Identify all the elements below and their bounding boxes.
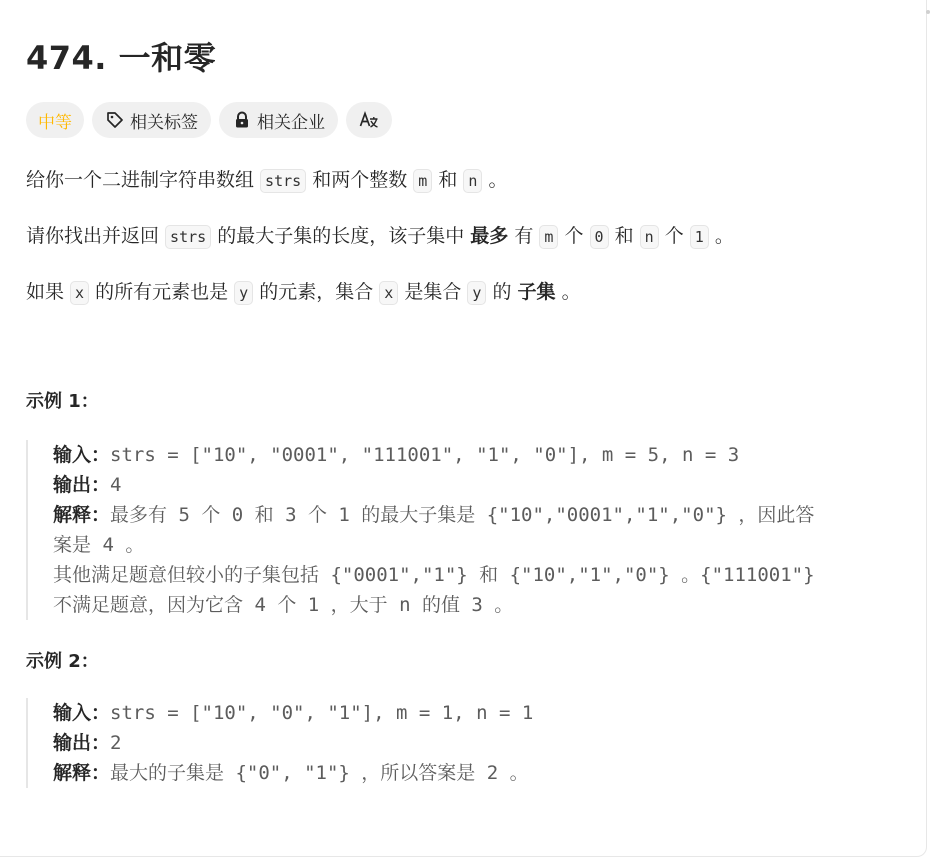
example-explanation-line: 案是 4 。	[53, 534, 145, 556]
example-2-title: 示例 2：	[26, 651, 99, 672]
input-label: 输入：	[53, 702, 111, 724]
example-explanation-line	[53, 500, 906, 530]
related-companies-label: 相关企业	[257, 112, 325, 133]
inline-code: 0	[590, 225, 609, 249]
output-label: 输出：	[53, 732, 111, 754]
output-value: 4	[110, 474, 122, 496]
description-paragraph-3	[26, 278, 906, 307]
example-1-block	[26, 440, 906, 620]
example-explanation-line: 其他满足题意但较小的子集包括 {"0001","1"} 和 {"10","1","0"} 。{"111001"}	[53, 564, 815, 586]
translate-icon	[359, 110, 379, 130]
inline-code: m	[413, 169, 432, 193]
input-value: strs = ["10", "0001", "111001", "1", "0"], m = 5, n = 3	[110, 444, 740, 466]
text-segment: 的所有元素也是	[89, 281, 235, 303]
text-segment: 如果	[26, 281, 71, 303]
example-output-line	[53, 470, 906, 500]
example-2-block	[26, 698, 906, 788]
text-segment: 请你找出并返回	[26, 225, 166, 247]
example-input-line	[53, 440, 906, 470]
related-topics-label: 相关标签	[130, 112, 198, 133]
text-segment: 给你一个二进制字符串数组	[26, 169, 261, 191]
input-label: 输入：	[53, 444, 111, 466]
problem-description	[26, 36, 906, 788]
text-segment: 个	[558, 225, 590, 247]
example-output-line	[53, 728, 906, 758]
bold-text: 最多	[470, 225, 509, 247]
inline-code: x	[70, 281, 89, 305]
output-label: 输出：	[53, 474, 111, 496]
text-segment: 的	[486, 281, 518, 303]
translate-button[interactable]	[346, 102, 392, 138]
description-paragraph-1	[26, 166, 906, 195]
inline-code: x	[379, 281, 398, 305]
inline-code: strs	[260, 169, 306, 193]
lock-icon	[232, 110, 252, 130]
bold-text: 子集	[517, 281, 556, 303]
inline-code: 1	[690, 225, 709, 249]
difficulty-badge: 中等	[26, 102, 84, 138]
text-segment: 。	[482, 169, 508, 191]
input-value: strs = ["10", "0", "1"], m = 1, n = 1	[110, 702, 534, 724]
text-segment: 的元素，集合	[253, 281, 380, 303]
panel-corner-marker	[926, 10, 930, 14]
inline-code: y	[467, 281, 486, 305]
explanation-label: 解释：	[53, 762, 111, 784]
text-segment: 。	[555, 281, 581, 303]
text-segment: 。	[708, 225, 734, 247]
output-value: 2	[110, 732, 122, 754]
example-1-title: 示例 1：	[26, 391, 99, 412]
inline-code: y	[234, 281, 253, 305]
inline-code: strs	[165, 225, 211, 249]
tag-bar	[26, 102, 906, 138]
text-segment: 和	[608, 225, 640, 247]
example-input-line	[53, 698, 906, 728]
tag-icon	[105, 110, 125, 130]
text-segment: 是集合	[398, 281, 468, 303]
explanation-text: 最大的子集是 {"0", "1"} ，所以答案是 2 。	[110, 762, 529, 784]
explanation-label: 解释：	[53, 504, 111, 526]
inline-code: n	[640, 225, 659, 249]
text-segment: 个	[658, 225, 690, 247]
related-companies-button[interactable]	[219, 102, 338, 138]
inline-code: m	[539, 225, 558, 249]
description-paragraph-2	[26, 222, 906, 251]
text-segment: 和	[432, 169, 464, 191]
example-explanation-line: 不满足题意，因为它含 4 个 1 ，大于 n 的值 3 。	[53, 594, 514, 616]
example-explanation-line	[53, 758, 906, 788]
related-topics-button[interactable]	[92, 102, 211, 138]
problem-title[interactable]: 474. 一和零	[26, 39, 217, 77]
explanation-text: 最多有 5 个 0 和 3 个 1 的最大子集是 {"10","0001","1","0"} ，因此答	[110, 504, 815, 526]
text-segment: 的最大子集的长度，该子集中	[211, 225, 471, 247]
text-segment: 和两个整数	[306, 169, 414, 191]
inline-code: n	[463, 169, 482, 193]
text-segment: 有	[508, 225, 540, 247]
